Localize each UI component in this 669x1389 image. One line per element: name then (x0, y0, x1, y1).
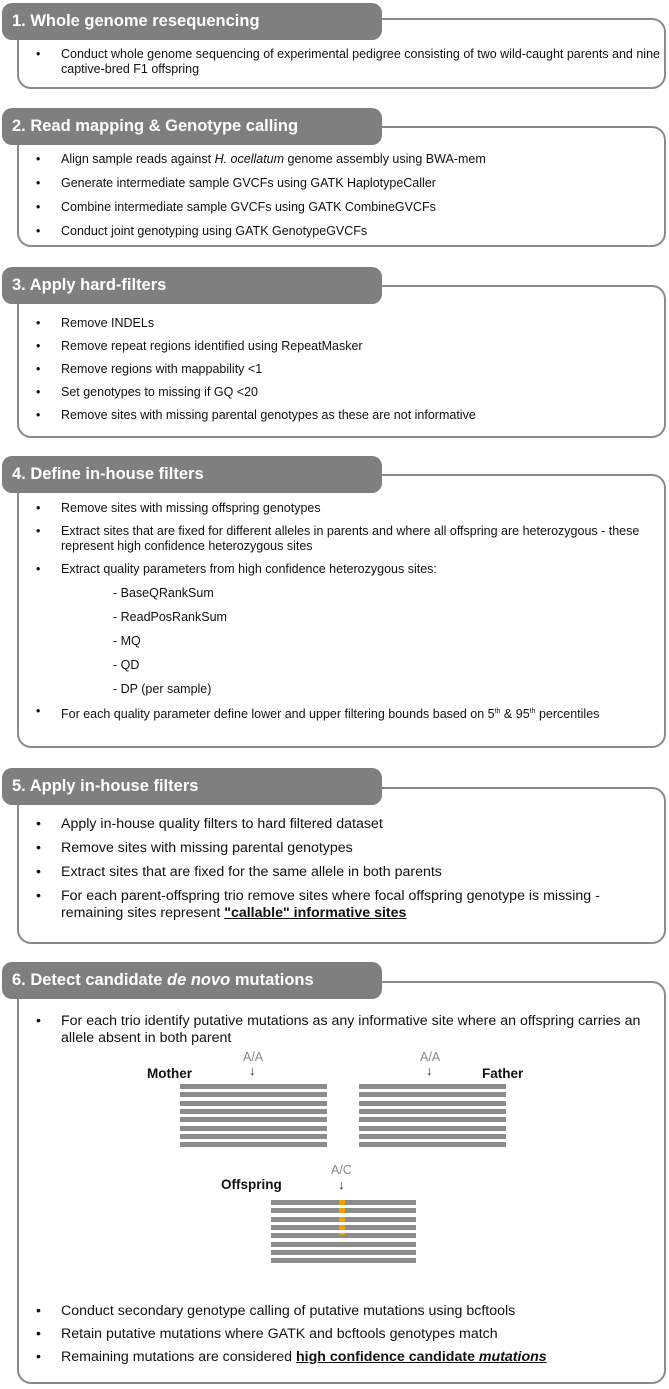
step-5-bullets (36, 816, 661, 922)
step-5-bullet: • For each parent-offspring trio remove sites where focal offspring genotype is missing - remaining sites represent "callable" informative sites (36, 888, 656, 922)
step-3-bullets (36, 316, 661, 423)
offspring-genotype: A/C (331, 1163, 352, 1177)
read-bar (359, 1092, 506, 1097)
father-arrow-icon: ↓ (426, 1063, 433, 1078)
step-2-bullet: • Generate intermediate sample GVCFs using GATK HaplotypeCaller (36, 176, 661, 191)
step-4-params (113, 586, 227, 706)
offspring-arrow-icon: ↓ (338, 1177, 345, 1192)
step-6-bullet: • Remaining mutations are considered high confidence candidate mutations (36, 1349, 661, 1366)
step-3-bullet: • Remove sites with missing parental genotypes as these are not informative (36, 408, 661, 423)
read-bar (271, 1242, 416, 1247)
step-5-bullet: • Remove sites with missing parental genotypes (36, 840, 661, 857)
step-2-bullets (36, 152, 661, 239)
step-6-bullet: • Conduct secondary genotype calling of putative mutations using bcftools (36, 1303, 661, 1320)
read-bar (180, 1084, 327, 1089)
father-label: Father (482, 1066, 524, 1081)
step-6-bullets-bottom (36, 1303, 661, 1366)
read-bar (359, 1117, 506, 1122)
step-6-bullet: • Retain putative mutations where GATK and bcftools genotypes match (36, 1326, 661, 1343)
read-bar (359, 1109, 506, 1114)
step-5-header: 5. Apply in-house filters (2, 768, 382, 805)
step-3-bullet: • Remove regions with mappability <1 (36, 362, 661, 377)
step-2-bullet: • Combine intermediate sample GVCFs using GATK CombineGVCFs (36, 200, 661, 215)
read-bar (271, 1250, 416, 1255)
callable-sites-text: "callable" informative sites (224, 905, 407, 921)
param-item: - QD (113, 658, 140, 672)
step-1-bullet: • Conduct whole genome sequencing of experimental pedigree consisting of two wild-caught parents and nine captive-bred F1 offspring (36, 47, 661, 77)
read-bar (359, 1084, 506, 1089)
read-bar (271, 1258, 416, 1263)
read-gap (339, 1230, 345, 1233)
step-3-bullet: • Remove INDELs (36, 316, 661, 331)
offspring-label: Offspring (221, 1177, 282, 1192)
mother-arrow-icon: ↓ (249, 1063, 256, 1078)
param-item: - DP (per sample) (113, 682, 212, 696)
step-6-bullet: • For each trio identify putative mutations as any informative site where an offspring carries an allele absent in both parent (36, 1013, 651, 1047)
step-4-bullet: • Extract quality parameters from high confidence heterozygous sites: (36, 562, 661, 577)
step-2-header: 2. Read mapping & Genotype calling (2, 108, 382, 145)
param-item: - ReadPosRankSum (113, 610, 227, 624)
step-2-bullet: • Conduct joint genotyping using GATK GenotypeGVCFs (36, 224, 661, 239)
param-item: - BaseQRankSum (113, 586, 214, 600)
step-1-bullets (36, 47, 661, 77)
read-gap (339, 1213, 345, 1216)
read-bar (359, 1126, 506, 1131)
read-bar (359, 1101, 506, 1106)
read-bar (180, 1142, 327, 1147)
read-bar (180, 1092, 327, 1097)
step-4-bullets (36, 501, 661, 577)
read-bar (180, 1134, 327, 1139)
read-gap (339, 1222, 345, 1225)
step-6-header: 6. Detect candidate de novo mutations (2, 962, 382, 999)
mother-label: Mother (147, 1066, 192, 1081)
step-3-bullet: • Set genotypes to missing if GQ <20 (36, 385, 661, 400)
step-4-bullet: • Extract sites that are fixed for different alleles in parents and where all offspring are heterozygous - these represent high confidence heterozygous sites (36, 524, 641, 554)
step-3-bullet: • Remove repeat regions identified using RepeatMasker (36, 339, 661, 354)
step-1-header: 1. Whole genome resequencing (2, 3, 382, 40)
step-6-bullets-top (36, 1013, 661, 1047)
step-2-bullet: • Align sample reads against H. ocellatum genome assembly using BWA-mem (36, 152, 661, 167)
step-5-bullet: • Extract sites that are fixed for the same allele in both parents (36, 864, 661, 881)
high-confidence-text: high confidence candidate mutations (296, 1349, 547, 1365)
mother-genotype: A/A (243, 1050, 264, 1064)
read-bar (180, 1117, 327, 1122)
step-4-bullets-last (36, 704, 661, 722)
read-bar (180, 1126, 327, 1131)
step-3-header: 3. Apply hard-filters (2, 267, 382, 304)
read-bar (359, 1134, 506, 1139)
step-4-header: 4. Define in-house filters (2, 456, 382, 493)
read-gap (339, 1205, 345, 1208)
step-4-bullet: • Remove sites with missing offspring genotypes (36, 501, 661, 516)
step-4-bullet: • For each quality parameter define lower and upper filtering bounds based on 5th & 95th percentiles (36, 704, 641, 722)
read-bar (359, 1142, 506, 1147)
step-5-bullet: • Apply in-house quality filters to hard filtered dataset (36, 816, 661, 833)
read-bar (180, 1109, 327, 1114)
read-bar (180, 1101, 327, 1106)
father-genotype: A/A (420, 1050, 441, 1064)
param-item: - MQ (113, 634, 141, 648)
